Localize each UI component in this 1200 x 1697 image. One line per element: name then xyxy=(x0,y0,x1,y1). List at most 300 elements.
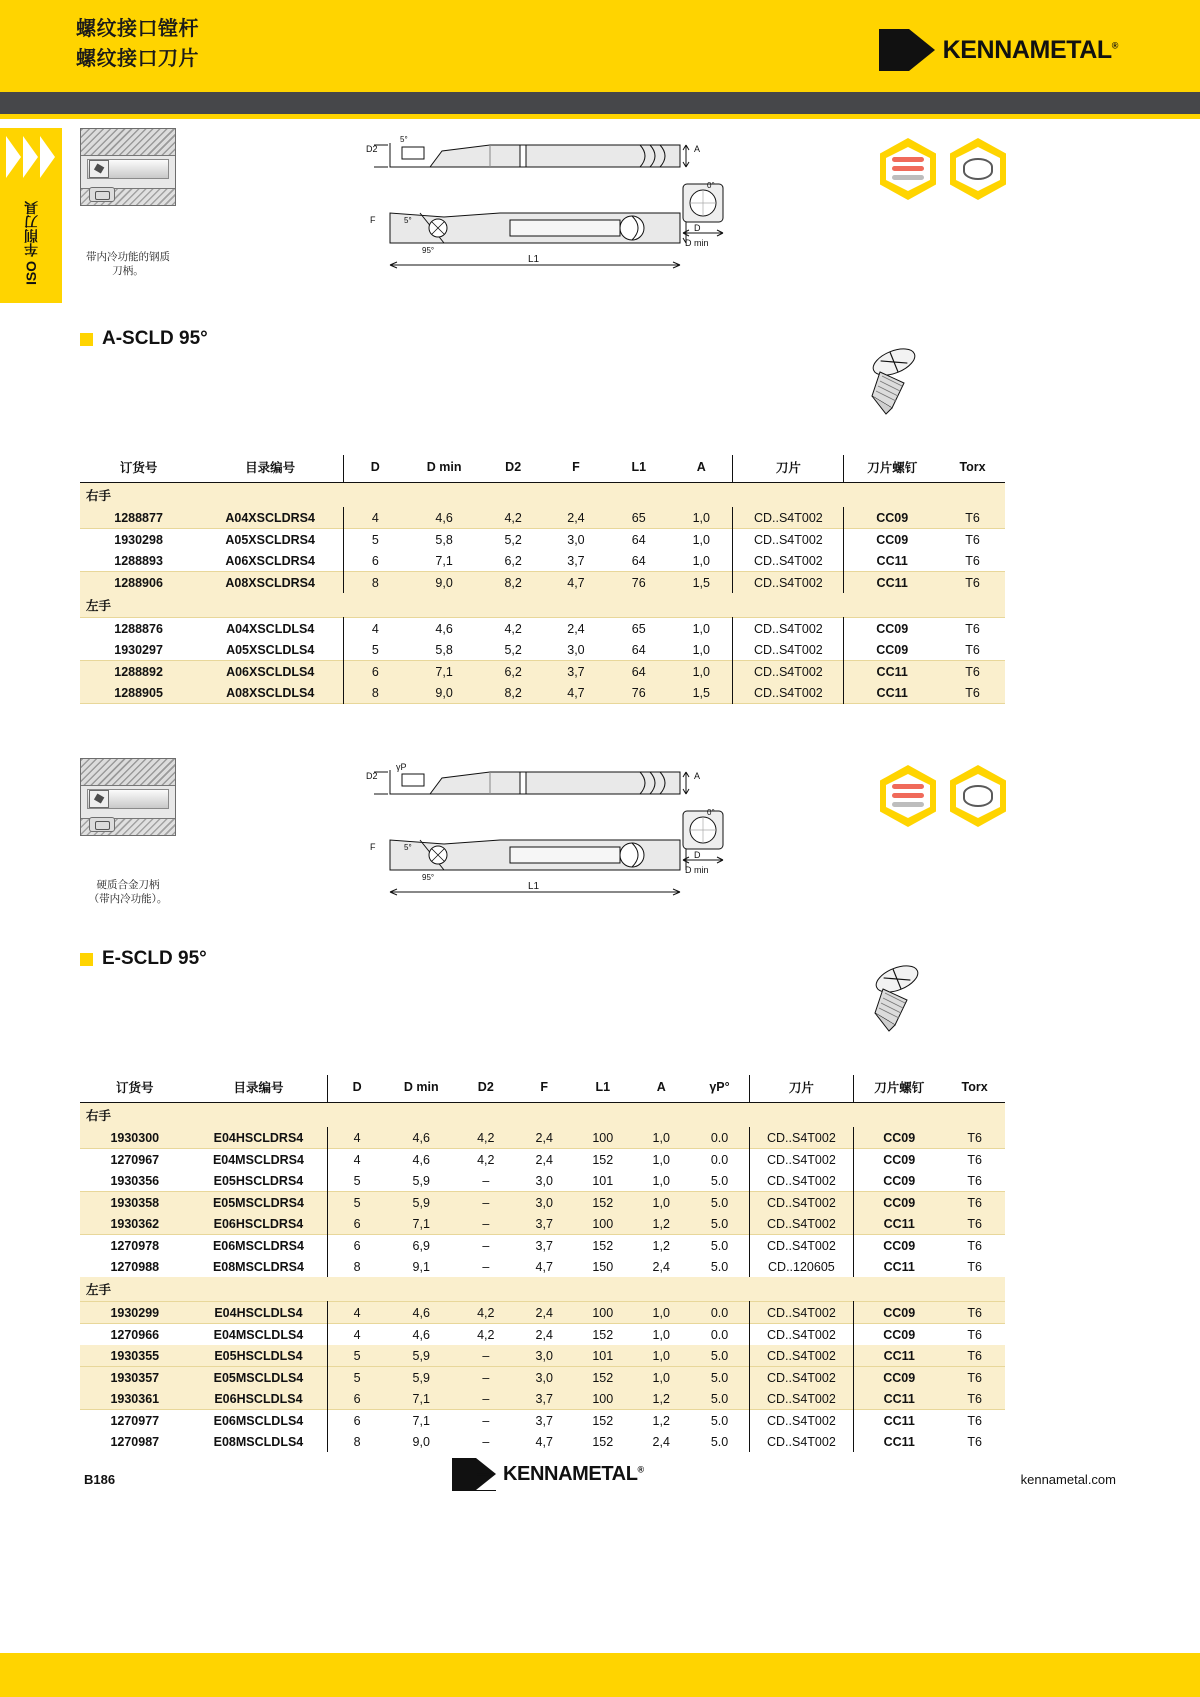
cell-insert: CD..S4T002 xyxy=(749,1213,854,1235)
group-header-row xyxy=(80,483,1005,508)
cell-f: 4,7 xyxy=(535,1259,553,1274)
cell-dmin: 5,9 xyxy=(386,1367,457,1389)
cell-a: 1,0 xyxy=(632,1367,690,1389)
cell-d: 6 xyxy=(328,1235,386,1257)
cell-screw: CC11 xyxy=(854,1431,944,1452)
cell-d2: 6,2 xyxy=(504,553,522,568)
cell-f: 3,0 xyxy=(535,1173,553,1188)
cell-screw: CC11 xyxy=(854,1410,944,1432)
table-row xyxy=(80,1235,1005,1257)
cell-d2: 5,2 xyxy=(504,532,522,547)
cell-torx: T6 xyxy=(965,642,980,657)
cell-a: 1,0 xyxy=(692,621,710,636)
svg-text:5°: 5° xyxy=(404,216,412,225)
cell-a: 1,0 xyxy=(632,1345,690,1367)
cell-d2: 4,2 xyxy=(504,621,522,636)
table-row xyxy=(80,1302,1005,1324)
cell-l1: 64 xyxy=(631,553,646,568)
col-l1: L1 xyxy=(573,1075,632,1103)
svg-text:D: D xyxy=(694,223,701,233)
cell-screw: CC11 xyxy=(844,661,940,683)
group-label: 左手 xyxy=(80,1277,1005,1302)
cell-f: 3,0 xyxy=(515,1192,573,1214)
tool-photo-a-scld xyxy=(80,128,176,206)
col-d2: D2 xyxy=(457,1075,515,1103)
cell-dmin: 4,6 xyxy=(412,1327,430,1342)
table-row xyxy=(80,1410,1005,1432)
cell-a: 2,4 xyxy=(652,1434,670,1449)
table-row xyxy=(80,1367,1005,1389)
cell-insert: CD..S4T002 xyxy=(749,1388,854,1410)
cell-order: 1270966 xyxy=(110,1327,160,1342)
col-dmin: D min xyxy=(386,1075,457,1103)
col-l1: L1 xyxy=(607,455,670,483)
tool-photo-e-scld xyxy=(80,758,176,836)
cell-gamma-p: 0.0 xyxy=(690,1302,749,1324)
cell-insert: CD..S4T002 xyxy=(749,1367,854,1389)
cell-catalog: E05MSCLDRS4 xyxy=(190,1192,328,1214)
screw-icon-e-scld xyxy=(855,965,935,1042)
cell-f: 2,4 xyxy=(515,1127,573,1149)
cell-dmin: 4,6 xyxy=(435,621,453,636)
cell-screw: CC09 xyxy=(844,507,940,529)
cell-insert: CD..S4T002 xyxy=(749,1149,854,1171)
cell-a: 1,5 xyxy=(670,682,733,704)
cell-a: 1,0 xyxy=(652,1173,670,1188)
cell-gamma-p: 5.0 xyxy=(710,1434,729,1449)
col-insert-screw: 刀片螺钉 xyxy=(844,455,940,483)
technical-drawing-e-scld xyxy=(360,752,720,902)
cell-gamma-p: 5.0 xyxy=(690,1388,749,1410)
col-f: F xyxy=(545,455,608,483)
cell-f: 3,0 xyxy=(515,1367,573,1389)
kennametal-wordmark: KENNAMETAL® xyxy=(942,35,1118,64)
boring-badge-icon-1 xyxy=(950,138,1006,200)
col-a: A xyxy=(632,1075,690,1103)
svg-text:A: A xyxy=(694,771,701,781)
cell-torx: T6 xyxy=(965,553,980,568)
cell-dmin: 4,6 xyxy=(386,1302,457,1324)
table-row xyxy=(80,661,1005,683)
cell-d: 4 xyxy=(328,1127,386,1149)
cell-catalog: A06XSCLDLS4 xyxy=(197,661,343,683)
cell-l1: 76 xyxy=(607,572,670,594)
cell-catalog: E04MSCLDLS4 xyxy=(213,1327,304,1342)
cell-catalog: E08MSCLDLS4 xyxy=(213,1434,304,1449)
cell-order: 1288892 xyxy=(80,661,197,683)
cell-d2: 4,2 xyxy=(482,507,545,529)
cell-d: 4 xyxy=(328,1302,386,1324)
cell-screw: CC11 xyxy=(854,1345,944,1367)
cell-torx: T6 xyxy=(944,1213,1005,1235)
svg-text:95°: 95° xyxy=(422,873,435,882)
svg-text:D min: D min xyxy=(685,865,709,875)
cell-torx: T6 xyxy=(965,621,980,636)
table-row xyxy=(80,1213,1005,1235)
cell-l1: 100 xyxy=(573,1127,632,1149)
cell-f: 2,4 xyxy=(567,621,585,636)
cell-a: 1,2 xyxy=(632,1388,690,1410)
cell-gamma-p: 5.0 xyxy=(690,1213,749,1235)
cell-catalog: E05MSCLDLS4 xyxy=(190,1367,328,1389)
table-row xyxy=(80,1388,1005,1410)
cell-l1: 152 xyxy=(573,1367,632,1389)
cell-order: 1288893 xyxy=(114,553,163,568)
cell-dmin: 7,1 xyxy=(386,1388,457,1410)
cell-f: 3,7 xyxy=(515,1388,573,1410)
svg-text:0°: 0° xyxy=(707,181,715,190)
cell-torx: T6 xyxy=(967,1434,982,1449)
cell-d2: – xyxy=(457,1213,515,1235)
cell-l1: 152 xyxy=(592,1413,614,1428)
footer-website-url[interactable]: kennametal.com xyxy=(1020,1472,1116,1487)
svg-text:γP: γP xyxy=(396,762,407,772)
cell-screw: CC09 xyxy=(854,1235,944,1257)
cell-d: 4 xyxy=(328,1149,386,1171)
cell-d2: 5,2 xyxy=(504,642,522,657)
cell-dmin: 4,6 xyxy=(386,1127,457,1149)
cell-d: 5 xyxy=(328,1192,386,1214)
cell-l1: 100 xyxy=(573,1213,632,1235)
cell-screw: CC11 xyxy=(844,572,940,594)
cell-f: 3,7 xyxy=(567,553,585,568)
svg-text:F: F xyxy=(370,215,376,225)
cell-insert: CD..S4T002 xyxy=(749,1324,854,1346)
header-yellow-rule xyxy=(0,114,1200,119)
cell-screw: CC09 xyxy=(854,1367,944,1389)
cell-catalog: A08XSCLDRS4 xyxy=(197,572,343,594)
cell-torx: T6 xyxy=(967,1413,982,1428)
cell-order: 1930362 xyxy=(80,1213,190,1235)
cell-catalog: E06HSCLDRS4 xyxy=(190,1213,328,1235)
cell-dmin: 7,1 xyxy=(435,553,453,568)
cell-a: 1,0 xyxy=(632,1302,690,1324)
spec-table-a-scld xyxy=(80,455,1005,704)
cell-catalog: E04HSCLDLS4 xyxy=(190,1302,328,1324)
cell-f: 4,7 xyxy=(545,572,608,594)
cell-f: 3,7 xyxy=(535,1413,553,1428)
table-row xyxy=(80,1431,1005,1452)
col-torx: Torx xyxy=(940,455,1005,483)
cell-f: 4,7 xyxy=(535,1434,553,1449)
cell-gamma-p: 5.0 xyxy=(710,1173,729,1188)
cell-insert: CD..S4T002 xyxy=(749,1431,854,1452)
col-insert-screw: 刀片螺钉 xyxy=(854,1075,944,1103)
cell-a: 2,4 xyxy=(652,1259,670,1274)
cell-l1: 101 xyxy=(573,1345,632,1367)
cell-insert: CD..S4T002 xyxy=(733,682,844,704)
cell-d: 4 xyxy=(344,618,407,640)
col-d: D xyxy=(344,455,407,483)
table-row xyxy=(80,1324,1005,1346)
cell-torx: T6 xyxy=(944,1388,1005,1410)
cell-catalog: E05HSCLDRS4 xyxy=(213,1173,304,1188)
svg-text:5°: 5° xyxy=(400,135,408,144)
cell-dmin: 9,0 xyxy=(406,572,481,594)
end-view-e-scld xyxy=(675,805,737,877)
cell-d2: – xyxy=(482,1413,490,1428)
group-header-row xyxy=(80,1103,1005,1128)
page-number: B186 xyxy=(84,1472,116,1487)
cell-screw: CC09 xyxy=(854,1324,944,1346)
cell-d: 6 xyxy=(344,661,407,683)
boring-badge-icon-2 xyxy=(950,765,1006,827)
cell-catalog: E04HSCLDRS4 xyxy=(190,1127,328,1149)
table-header-row xyxy=(80,1075,1005,1103)
cell-dmin: 7,1 xyxy=(412,1413,430,1428)
coolant-badge-icon-1 xyxy=(880,138,936,200)
cell-catalog: A05XSCLDLS4 xyxy=(226,642,315,657)
cell-gamma-p: 5.0 xyxy=(690,1192,749,1214)
cell-catalog: E05HSCLDLS4 xyxy=(190,1345,328,1367)
table-row xyxy=(80,618,1005,640)
table-body-a-scld xyxy=(80,483,1005,704)
cell-gamma-p: 5.0 xyxy=(690,1367,749,1389)
cell-d2: 4,2 xyxy=(457,1127,515,1149)
cell-torx: T6 xyxy=(940,661,1005,683)
cell-a: 1,5 xyxy=(670,572,733,594)
cell-torx: T6 xyxy=(944,1127,1005,1149)
cell-d2: – xyxy=(482,1238,490,1253)
kennametal-logo-header xyxy=(879,29,1118,71)
cell-order: 1930357 xyxy=(80,1367,190,1389)
cell-l1: 152 xyxy=(592,1152,614,1167)
cell-f: 2,4 xyxy=(545,507,608,529)
cell-gamma-p: 5.0 xyxy=(710,1259,729,1274)
cell-insert: CD..S4T002 xyxy=(749,1410,854,1432)
cell-d2: 6,2 xyxy=(482,661,545,683)
cell-screw: CC11 xyxy=(844,550,940,572)
cell-screw: CC09 xyxy=(844,639,940,661)
cell-insert: CD..120605 xyxy=(749,1256,854,1277)
table-row xyxy=(80,550,1005,572)
spec-table-e-scld xyxy=(80,1075,1005,1452)
cell-l1: 100 xyxy=(573,1302,632,1324)
section-bullet-icon xyxy=(80,953,93,966)
cell-f: 3,0 xyxy=(515,1345,573,1367)
cell-l1: 64 xyxy=(631,532,646,547)
cell-insert: CD..S4T002 xyxy=(733,572,844,594)
page-title xyxy=(76,14,199,74)
cell-catalog: E08MSCLDRS4 xyxy=(212,1259,304,1274)
cell-dmin: 5,9 xyxy=(412,1173,430,1188)
cell-insert: CD..S4T002 xyxy=(733,550,844,572)
technical-drawing-a-scld xyxy=(360,125,720,275)
svg-text:D2: D2 xyxy=(366,144,378,154)
cell-torx: T6 xyxy=(967,1173,982,1188)
cell-d2: – xyxy=(457,1367,515,1389)
cell-insert: CD..S4T002 xyxy=(733,507,844,529)
cell-dmin: 7,1 xyxy=(406,661,481,683)
cell-dmin: 5,8 xyxy=(435,642,453,657)
tool-photo-caption-e-scld: 硬质合金刀柄 （带内冷功能）。 xyxy=(88,879,168,905)
cell-order: 1270977 xyxy=(110,1413,160,1428)
table-row xyxy=(80,1256,1005,1277)
cell-insert: CD..S4T002 xyxy=(733,529,844,551)
cell-l1: 152 xyxy=(592,1327,614,1342)
cell-d: 5 xyxy=(328,1367,386,1389)
cell-catalog: E06MSCLDRS4 xyxy=(212,1238,304,1253)
cell-catalog: A04XSCLDLS4 xyxy=(226,621,315,636)
cell-gamma-p: 0.0 xyxy=(690,1127,749,1149)
cell-a: 1,0 xyxy=(652,1152,670,1167)
cell-insert: CD..S4T002 xyxy=(733,661,844,683)
cell-order: 1930300 xyxy=(80,1127,190,1149)
section-title-a-scld: A-SCLD 95° xyxy=(80,328,208,350)
cell-a: 1,0 xyxy=(692,553,710,568)
svg-text:95°: 95° xyxy=(422,246,435,255)
cell-l1: 101 xyxy=(592,1173,614,1188)
svg-text:L1: L1 xyxy=(528,881,540,892)
col-a: A xyxy=(670,455,733,483)
cell-gamma-p: 5.0 xyxy=(690,1345,749,1367)
cell-a: 1,0 xyxy=(652,1327,670,1342)
cell-d2: – xyxy=(482,1259,490,1274)
cell-f: 3,7 xyxy=(535,1238,553,1253)
page-title-line2: 螺纹接口刀片 xyxy=(76,48,199,70)
cell-catalog: A06XSCLDRS4 xyxy=(225,553,315,568)
cell-d: 5 xyxy=(328,1170,386,1192)
table-row xyxy=(80,1192,1005,1214)
cell-torx: T6 xyxy=(940,682,1005,704)
table-row xyxy=(80,507,1005,529)
group-header-row xyxy=(80,593,1005,618)
cell-insert: CD..S4T002 xyxy=(749,1302,854,1324)
cell-f: 3,0 xyxy=(567,532,585,547)
table-body-e-scld xyxy=(80,1103,1005,1453)
cell-d: 8 xyxy=(344,572,407,594)
cell-d: 4 xyxy=(328,1324,386,1346)
cell-l1: 65 xyxy=(607,507,670,529)
cell-torx: T6 xyxy=(967,1238,982,1253)
svg-text:D: D xyxy=(694,850,701,860)
table-row xyxy=(80,682,1005,704)
cell-order: 1930355 xyxy=(80,1345,190,1367)
col-catalog-no: 目录编号 xyxy=(197,455,343,483)
cell-a: 1,2 xyxy=(652,1413,670,1428)
cell-d: 6 xyxy=(328,1410,386,1432)
group-label: 左手 xyxy=(80,593,1005,618)
cell-d: 6 xyxy=(344,550,407,572)
cell-d: 5 xyxy=(328,1345,386,1367)
cell-a: 1,2 xyxy=(632,1213,690,1235)
cell-order: 1270978 xyxy=(110,1238,160,1253)
cell-catalog: A08XSCLDLS4 xyxy=(197,682,343,704)
tool-photo-caption-a-scld: 带内冷功能的钢质 刀柄。 xyxy=(86,251,170,277)
cell-d2: 8,2 xyxy=(482,572,545,594)
table-row xyxy=(80,639,1005,661)
cell-screw: CC09 xyxy=(854,1302,944,1324)
cell-a: 1,0 xyxy=(670,661,733,683)
cell-screw: CC09 xyxy=(854,1127,944,1149)
kennametal-k-icon-footer xyxy=(452,1458,496,1491)
kennametal-wordmark-footer: KENNAMETAL® xyxy=(503,1463,644,1485)
col-insert: 刀片 xyxy=(733,455,844,483)
cell-l1: 152 xyxy=(573,1192,632,1214)
cell-order: 1270988 xyxy=(110,1259,160,1274)
cell-screw: CC09 xyxy=(854,1149,944,1171)
cell-dmin: 4,6 xyxy=(406,507,481,529)
cell-f: 2,4 xyxy=(535,1152,553,1167)
cell-torx: T6 xyxy=(940,572,1005,594)
kennametal-logo-footer xyxy=(452,1458,644,1491)
cell-order: 1930356 xyxy=(110,1173,160,1188)
screw-icon-a-scld xyxy=(852,348,932,425)
cell-f: 3,0 xyxy=(567,642,585,657)
side-tab-label-wrap xyxy=(0,186,62,301)
cell-d2: 4,2 xyxy=(477,1327,495,1342)
cell-f: 3,7 xyxy=(515,1213,573,1235)
cell-f: 3,7 xyxy=(545,661,608,683)
cell-insert: CD..S4T002 xyxy=(749,1192,854,1214)
col-torx: Torx xyxy=(944,1075,1005,1103)
cell-d: 4 xyxy=(344,507,407,529)
cell-dmin: 7,1 xyxy=(386,1213,457,1235)
cell-order: 1930358 xyxy=(80,1192,190,1214)
cell-d2: – xyxy=(457,1192,515,1214)
cell-screw: CC11 xyxy=(844,682,940,704)
group-header-row xyxy=(80,1277,1005,1302)
svg-text:0°: 0° xyxy=(707,808,715,817)
col-catalog-no: 目录编号 xyxy=(190,1075,328,1103)
cell-catalog: A04XSCLDRS4 xyxy=(197,507,343,529)
cell-a: 1,2 xyxy=(652,1238,670,1253)
cell-gamma-p: 0.0 xyxy=(710,1152,729,1167)
cell-a: 1,0 xyxy=(632,1127,690,1149)
cell-catalog: E06MSCLDLS4 xyxy=(213,1413,304,1428)
col-f: F xyxy=(515,1075,573,1103)
col-d2: D2 xyxy=(482,455,545,483)
col-order-no: 订货号 xyxy=(80,455,197,483)
cell-order: 1288877 xyxy=(80,507,197,529)
table-row xyxy=(80,1345,1005,1367)
cell-dmin: 5,9 xyxy=(386,1192,457,1214)
cell-catalog: A05XSCLDRS4 xyxy=(225,532,315,547)
cell-dmin: 9,1 xyxy=(412,1259,430,1274)
cell-d: 8 xyxy=(344,682,407,704)
cell-catalog: E04MSCLDRS4 xyxy=(212,1152,304,1167)
cell-torx: T6 xyxy=(967,1259,982,1274)
cell-order: 1288876 xyxy=(114,621,163,636)
cell-catalog: E06HSCLDLS4 xyxy=(190,1388,328,1410)
cell-order: 1270987 xyxy=(110,1434,160,1449)
cell-torx: T6 xyxy=(944,1345,1005,1367)
cell-torx: T6 xyxy=(967,1327,982,1342)
cell-dmin: 5,9 xyxy=(386,1345,457,1367)
cell-d: 5 xyxy=(344,639,407,661)
svg-text:D min: D min xyxy=(685,238,709,248)
cell-order: 1930297 xyxy=(114,642,163,657)
cell-order: 1930299 xyxy=(80,1302,190,1324)
cell-f: 2,4 xyxy=(515,1302,573,1324)
cell-insert: CD..S4T002 xyxy=(749,1127,854,1149)
side-tab-label: ISO 车削刀具 xyxy=(23,201,39,286)
cell-dmin: 9,0 xyxy=(412,1434,430,1449)
cell-screw: CC09 xyxy=(854,1192,944,1214)
cell-d: 6 xyxy=(328,1388,386,1410)
section-title-e-scld: E-SCLD 95° xyxy=(80,948,207,970)
cell-torx: T6 xyxy=(965,532,980,547)
cell-l1: 152 xyxy=(592,1434,614,1449)
svg-text:F: F xyxy=(370,842,376,852)
svg-text:A: A xyxy=(694,144,701,154)
header-dark-rule xyxy=(0,92,1200,114)
svg-text:D2: D2 xyxy=(366,771,378,781)
group-label: 右手 xyxy=(80,483,1005,508)
cell-f: 4,7 xyxy=(545,682,608,704)
section-bullet-icon xyxy=(80,333,93,346)
cell-torx: T6 xyxy=(967,1152,982,1167)
